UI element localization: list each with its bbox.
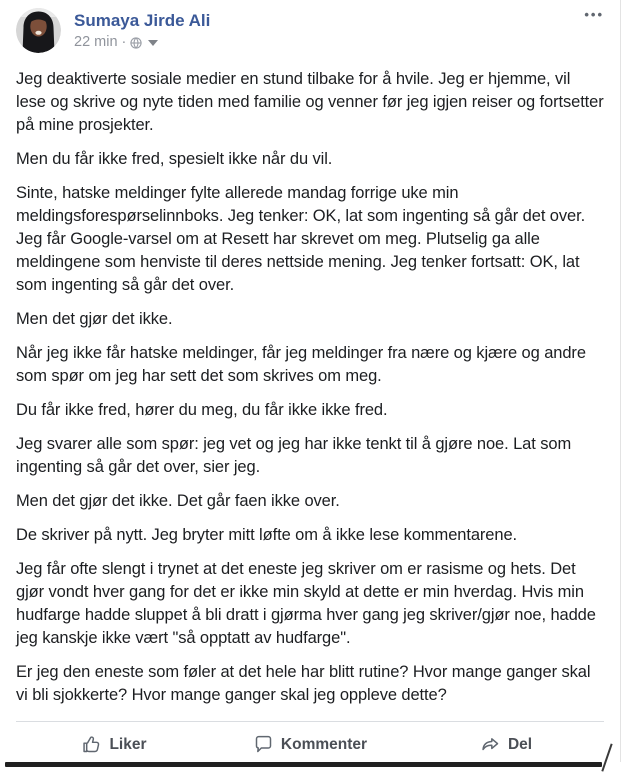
like-label: Liker [109,735,147,753]
post-meta [74,34,210,51]
timestamp[interactable]: 22 min [74,34,118,50]
post-paragraph: Jeg får ofte slengt i trynet at det eneste jeg skriver om er rasisme og hets. Det gjør vondt hver gang for det er ikke min skyld at dette er min hverdag. Hvis min hudfarge hadde sluppet å bli dratt i gjørma hver gang jeg skriver/gjør noe, hadde jeg kanskje ikke vært "så opptatt av hudfarge". [16,560,596,647]
post-paragraph: De skriver på nytt. Jeg bryter mitt løfte om å ikke lese kommentarene. [16,526,518,544]
comment-bubble-icon [253,734,274,755]
post-paragraph: Men det gjør det ikke. Det går faen ikke over. [16,492,340,510]
chevron-down-icon[interactable] [148,40,158,46]
comment-label: Kommenter [280,735,368,753]
privacy-globe-icon [130,37,142,49]
action-bar [16,722,604,767]
post-paragraph: Men det gjør det ikke. [16,310,173,328]
avatar-photo [16,8,61,53]
bottom-edge-bar [5,762,602,767]
post-paragraph: Jeg svarer alle som spør: jeg vet og jeg har ikke tenkt til å gjøre noe. Lat som ingenting så går det over, sier jeg. [16,435,572,476]
avatar[interactable] [16,8,61,53]
post-header [16,8,604,53]
post-paragraph: Du får ikke fred, hører du meg, du får ikke ikke fred. [16,401,388,419]
post-paragraph: Er jeg den eneste som føler at det hele har blitt rutine? Hvor mange ganger skal vi bli sjokkerte? Hvor mange ganger skal jeg oppleve dette? [16,663,591,704]
comment-button[interactable] [212,722,408,767]
more-options-button[interactable]: ••• [584,7,604,22]
post-paragraph: Men du får ikke fred, spesielt ikke når du vil. [16,150,333,168]
like-button[interactable] [16,722,212,767]
header-text [74,8,210,51]
share-label: Del [507,735,533,753]
post-paragraph: Sinte, hatske meldinger fylte allerede mandag forrige uke min meldingsforespørselinnboks. Jeg tenker: OK, lat som ingenting så går det over. Jeg får Google-varsel om at Resett har skrevet om meg. Plutselig ga alle meldingene som henviste til deres nettside mening. Jeg tenker fortsatt: OK, lat som ingenting så går det over. [16,184,586,294]
share-button[interactable] [408,722,604,767]
meta-separator: · [121,34,127,50]
share-arrow-icon [480,734,501,755]
thumbs-up-icon [81,734,102,755]
post-body [16,68,604,707]
post-paragraph: Når jeg ikke får hatske meldinger, får jeg meldinger fra nære og kjære og andre som spør om jeg har sett det som skrives om meg. [16,344,586,385]
post-paragraph: Jeg deaktiverte sosiale medier en stund tilbake for å hvile. Jeg er hjemme, vil lese og skrive og nyte tiden med familie og venner før jeg igjen reiser og fortsetter på mine prosjekter. [16,70,604,134]
author-name-link[interactable]: Sumaya Jirde Ali [74,11,211,30]
